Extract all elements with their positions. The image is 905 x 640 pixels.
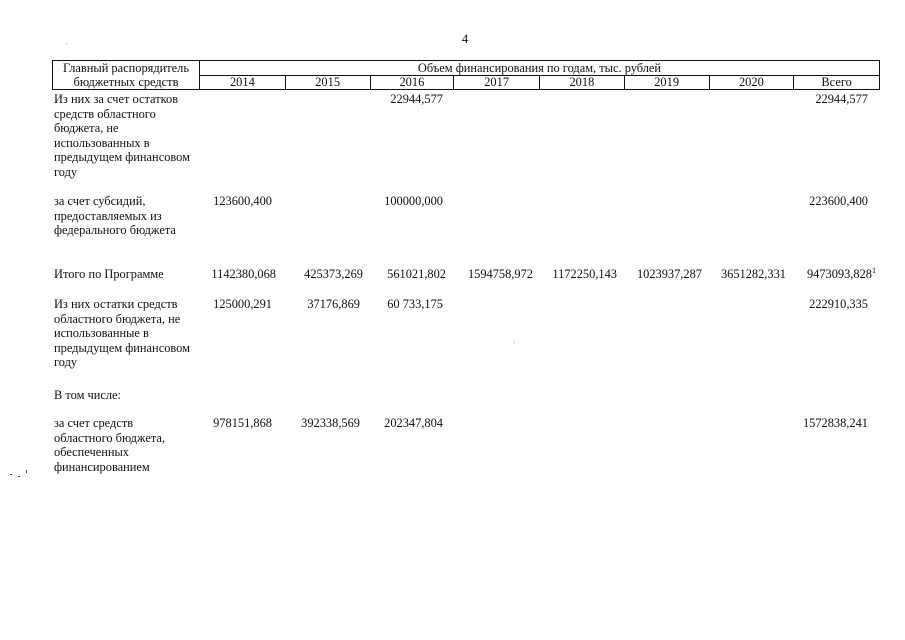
cell-2016: 22944,577 [390,92,443,106]
row-label: за счет субсидий, предоставляемых из федерального бюджета [54,194,176,238]
header-year-2019: 2019 [625,76,710,89]
table-header [52,60,880,90]
cell-2016: 202347,804 [384,416,443,430]
header-group-title: Объем финансирования по годам, тыс. рублей [200,61,879,76]
cell-2015: 425373,269 [304,267,363,281]
cell-total: 223600,400 [809,194,868,208]
cell-2016: 60 733,175 [387,297,443,311]
cell-total: 222910,335 [809,297,868,311]
cell-2016: 561021,802 [387,267,446,281]
scan-speck [66,43,67,44]
footnote-marker: 1 [872,265,876,275]
header-year-2018: 2018 [540,76,625,89]
row-label: Из них за счет остатков средств областного бюджета, не использованных в предыдущем финансовом году [54,92,190,179]
cell-2015: 392338,569 [301,416,360,430]
header-year-2015: 2015 [286,76,371,89]
cell-2016: 100000,000 [384,194,443,208]
cell-2014: 125000,291 [213,297,272,311]
page-number: 4 [461,31,469,46]
header-year-2016: 2016 [371,76,455,89]
cell-2014: 1142380,068 [211,267,276,281]
scan-speck [514,342,515,343]
scan-speck [26,470,27,473]
header-year-2020: 2020 [710,76,795,89]
cell-total: 22944,577 [815,92,868,106]
row-label: Итого по Программе [54,267,164,281]
cell-total-value: 9473093,828 [806,267,872,281]
header-year-2014: 2014 [200,76,286,89]
scan-speck [10,474,12,475]
header-years [200,76,879,89]
cell-total: 1572838,241 [802,416,868,430]
cell-total [807,267,876,281]
cell-2014: 978151,868 [213,416,272,430]
header-first-column: Главный распорядитель бюджетных средств [53,61,200,89]
cell-2019: 1023937,287 [636,267,702,281]
header-year-2017: 2017 [454,76,540,89]
financing-table [52,60,880,474]
row-label: В том числе: [54,388,121,402]
cell-2015: 37176,869 [307,297,360,311]
cell-2020: 3651282,331 [720,267,786,281]
cell-2017: 1594758,972 [467,267,533,281]
row-label: за счет средств областного бюджета, обеспеченных финансированием [54,416,165,474]
row-label: Из них остатки средств областного бюджета, не использованные в предыдущем финансовом году [54,297,190,370]
cell-2014: 123600,400 [213,194,272,208]
cell-2018: 1172250,143 [552,267,617,281]
header-year-total: Всего [821,75,852,89]
scan-speck [18,476,20,477]
